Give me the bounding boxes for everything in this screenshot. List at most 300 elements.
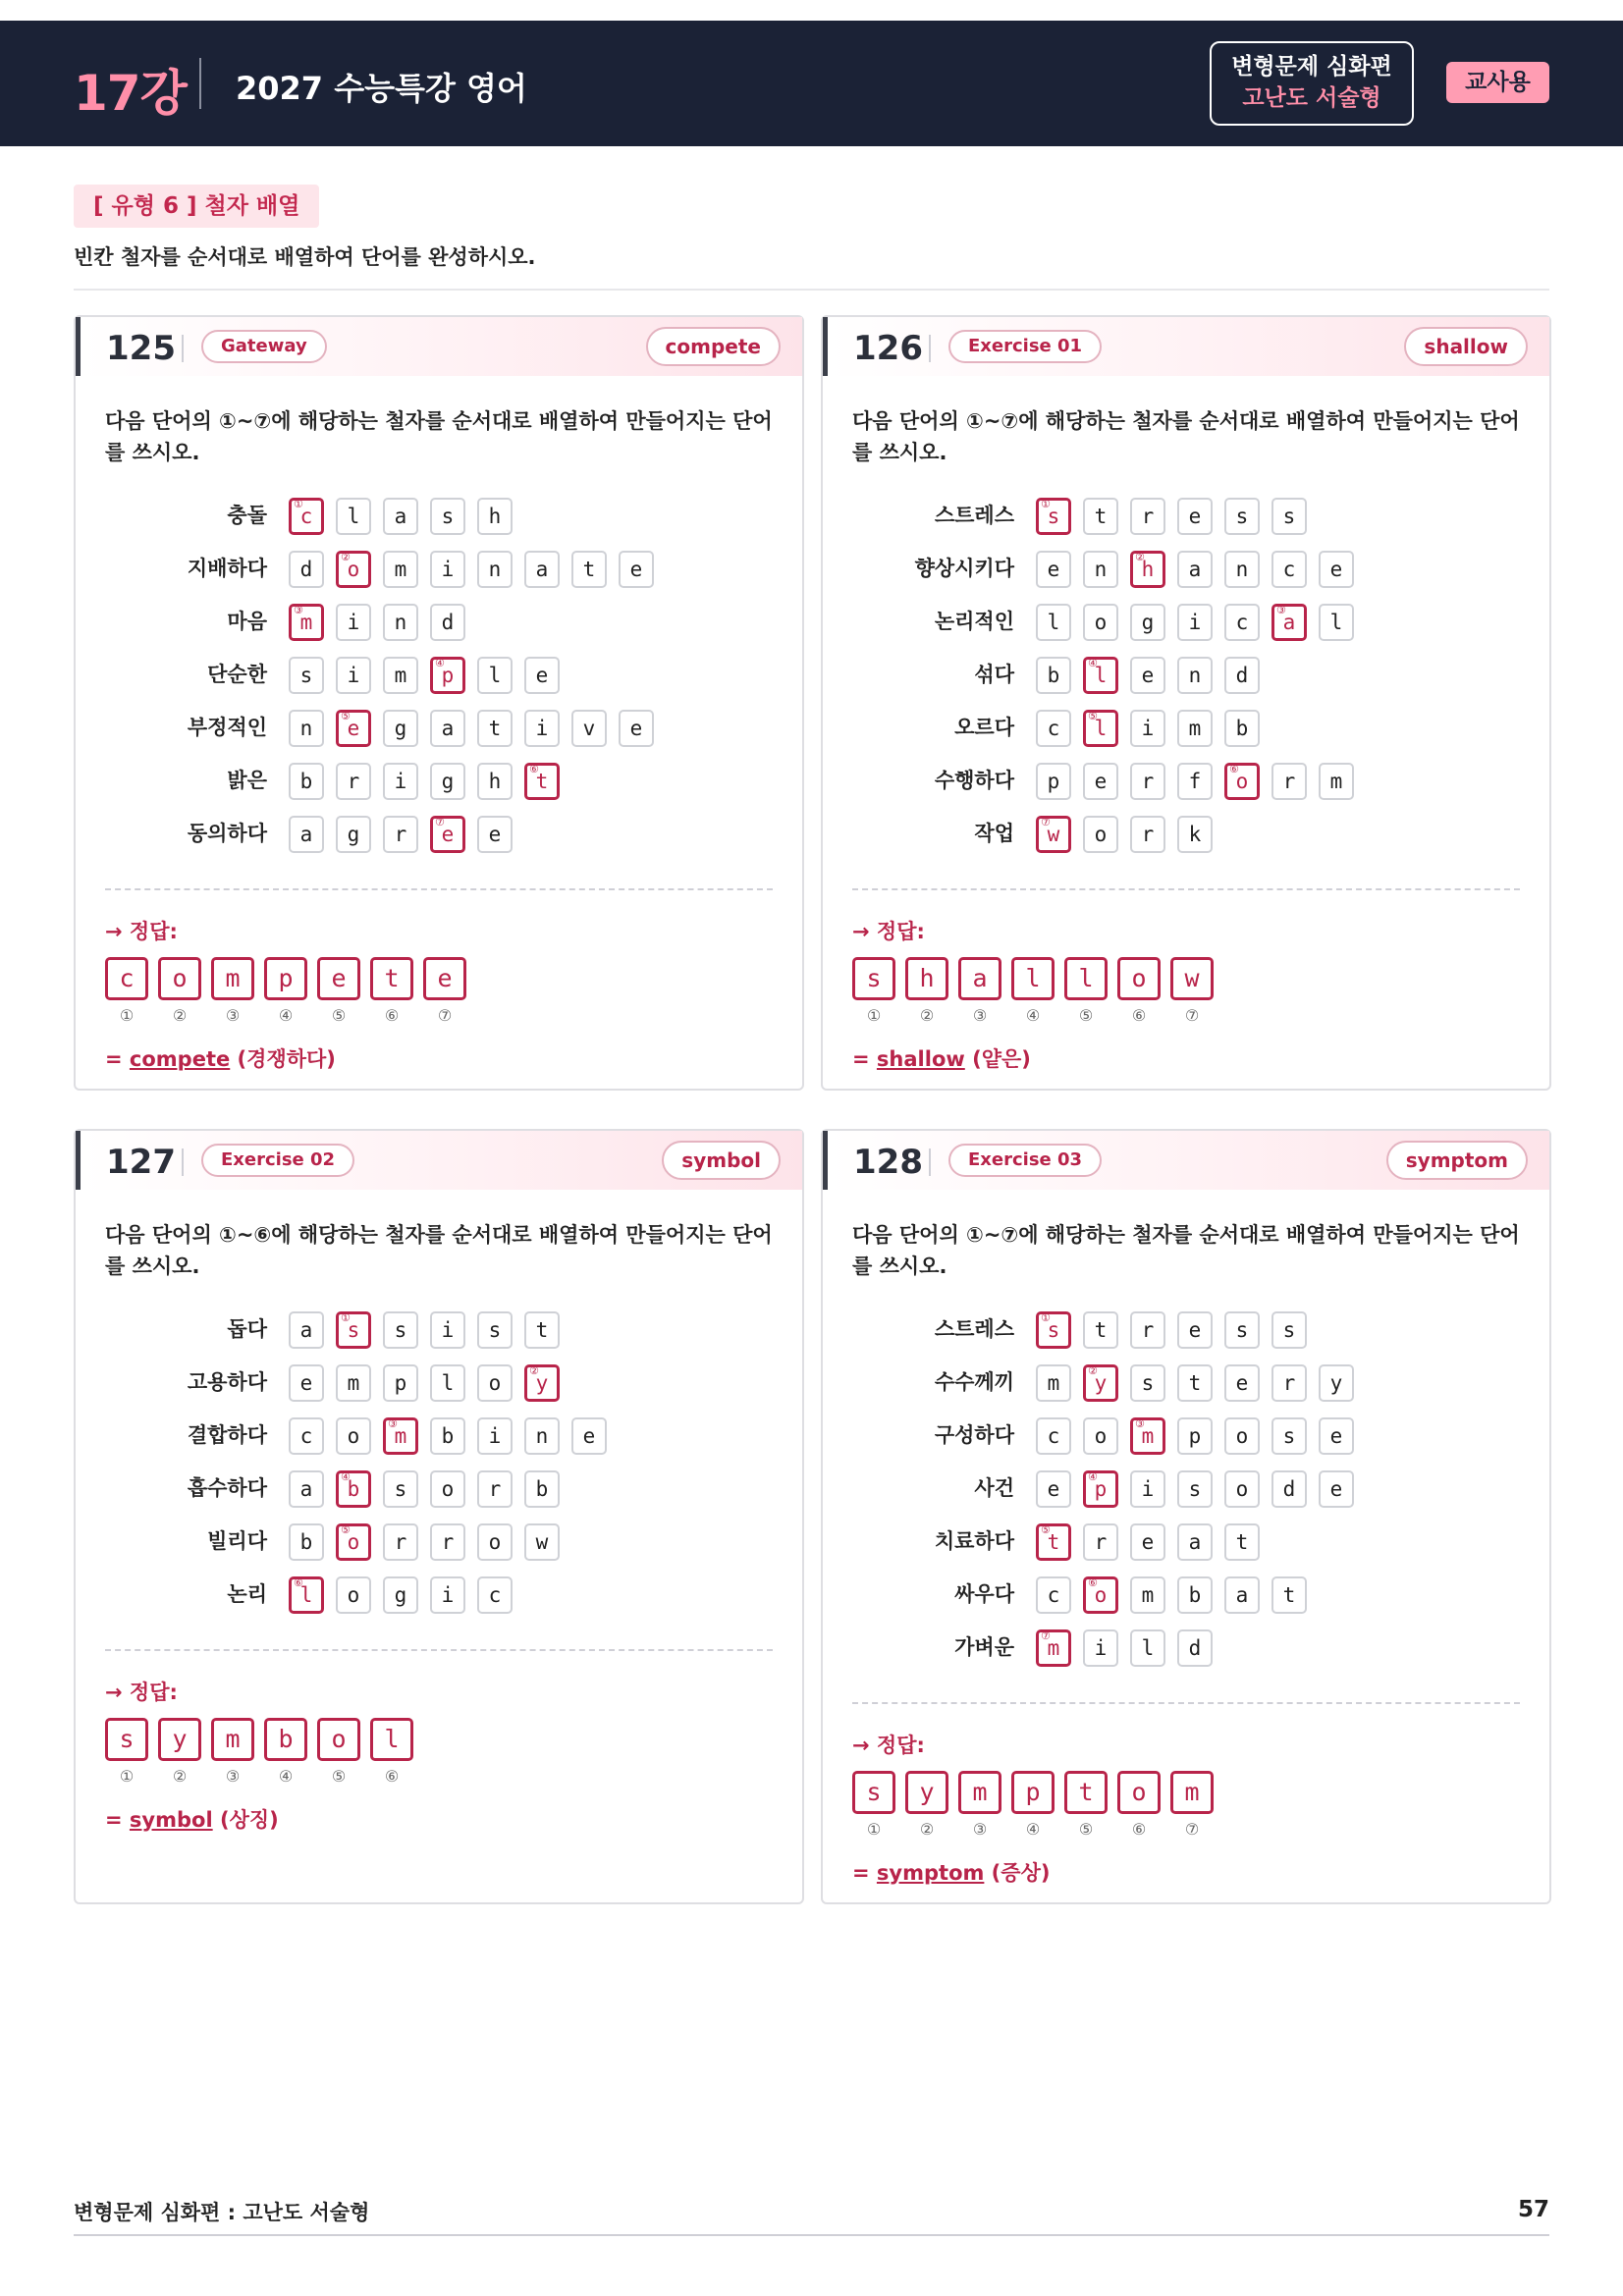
letter-cell: r bbox=[383, 816, 418, 853]
letter-cell: i bbox=[477, 1417, 513, 1455]
letter-row bbox=[823, 1575, 1510, 1614]
highlighted-letter-cell: ① s bbox=[336, 1311, 371, 1349]
letter-cell: i bbox=[1130, 1470, 1165, 1508]
letter-cell: c bbox=[1036, 1417, 1071, 1455]
card-header bbox=[76, 317, 802, 376]
letter-cell: s bbox=[1224, 498, 1260, 535]
letter-cell: i bbox=[430, 551, 465, 588]
answer-index: ⑦ bbox=[437, 1006, 453, 1025]
letter-row bbox=[823, 1309, 1510, 1349]
row-meaning: 싸우다 bbox=[954, 1582, 1014, 1606]
letter-cell: l bbox=[430, 1364, 465, 1402]
answer-index: ⑦ bbox=[1184, 1006, 1200, 1025]
answer-label: → 정답: bbox=[852, 1734, 925, 1757]
letter-cell: o bbox=[1083, 816, 1118, 853]
letter-cell: b bbox=[1224, 710, 1260, 747]
letter-cell: t bbox=[477, 710, 513, 747]
order-marker: ③ bbox=[388, 1417, 398, 1430]
answer-index: ⑥ bbox=[1131, 1820, 1147, 1839]
letter-cell: b bbox=[524, 1470, 560, 1508]
highlighted-letter-cell: ③ m bbox=[1130, 1417, 1165, 1455]
letter-cell: e bbox=[619, 710, 654, 747]
letter-cell: b bbox=[289, 763, 324, 800]
problem-number: 125 bbox=[106, 329, 176, 368]
letter-cell: s bbox=[383, 1470, 418, 1508]
answer-letter-box: s bbox=[852, 1771, 895, 1814]
letter-row bbox=[823, 761, 1510, 800]
row-meaning: 동의하다 bbox=[187, 822, 267, 845]
section-instruction: 빈칸 철자를 순서대로 배열하여 단어를 완성하시오. bbox=[74, 245, 536, 269]
letter-cell: n bbox=[477, 551, 513, 588]
highlighted-letter-cell: ⑥ o bbox=[1083, 1576, 1118, 1614]
letter-cell: s bbox=[1271, 498, 1307, 535]
footer-text: 변형문제 심화편 : 고난도 서술형 bbox=[74, 2201, 370, 2224]
card-header bbox=[823, 1131, 1549, 1190]
letter-cell: e bbox=[1319, 1417, 1354, 1455]
letter-cell: o bbox=[1083, 604, 1118, 641]
letter-row bbox=[76, 1415, 763, 1455]
highlighted-letter-cell: ⑦ w bbox=[1036, 816, 1071, 853]
section-tag: [ 유형 6 ] 철자 배열 bbox=[74, 185, 319, 228]
answer-letter-box: c bbox=[105, 957, 148, 1000]
letter-row bbox=[823, 1362, 1510, 1402]
answer-index: ④ bbox=[1025, 1006, 1041, 1025]
letter-cell: b bbox=[289, 1523, 324, 1561]
order-marker: ⑥ bbox=[294, 1576, 303, 1589]
letter-cell: h bbox=[477, 498, 513, 535]
answer-index: ③ bbox=[225, 1767, 241, 1786]
letter-cell: s bbox=[1271, 1417, 1307, 1455]
answer-letter-box: l bbox=[1011, 957, 1055, 1000]
letter-cell: m bbox=[1130, 1576, 1165, 1614]
highlighted-letter-cell: ④ b bbox=[336, 1470, 371, 1508]
highlighted-letter-cell: ⑤ t bbox=[1036, 1523, 1071, 1561]
letter-row bbox=[76, 1468, 763, 1508]
order-marker: ② bbox=[1088, 1364, 1098, 1377]
answer-index: ⑦ bbox=[1184, 1820, 1200, 1839]
answer-letter-box: o bbox=[1117, 957, 1161, 1000]
series-line2: 고난도 서술형 bbox=[1242, 85, 1381, 111]
letter-cell: e bbox=[1083, 763, 1118, 800]
row-meaning: 향상시키다 bbox=[914, 557, 1014, 580]
answer-index: ③ bbox=[972, 1006, 988, 1025]
answer-letter-box: b bbox=[264, 1718, 307, 1761]
answer-index: ⑥ bbox=[384, 1767, 400, 1786]
letter-cell: b bbox=[1036, 657, 1071, 694]
letter-row bbox=[823, 814, 1510, 853]
letter-cell: t bbox=[1271, 1576, 1307, 1614]
source-pill: Exercise 03 bbox=[948, 1144, 1102, 1177]
target-word-pill: symptom bbox=[1386, 1141, 1528, 1180]
letter-cell: r bbox=[336, 763, 371, 800]
highlighted-letter-cell: ② o bbox=[336, 551, 371, 588]
letter-cell: e bbox=[571, 1417, 607, 1455]
letter-cell: g bbox=[383, 710, 418, 747]
letter-cell: n bbox=[524, 1417, 560, 1455]
number-separator bbox=[929, 1148, 931, 1176]
order-marker: ⑦ bbox=[435, 816, 445, 828]
highlighted-letter-cell: ⑤ e bbox=[336, 710, 371, 747]
letter-cell: r bbox=[1083, 1523, 1118, 1561]
answer-index: ⑥ bbox=[1131, 1006, 1147, 1025]
letter-row bbox=[823, 602, 1510, 641]
answer-letter-box: m bbox=[958, 1771, 1001, 1814]
letter-cell: r bbox=[1271, 1364, 1307, 1402]
row-meaning: 빌리다 bbox=[207, 1529, 267, 1553]
number-separator bbox=[182, 1148, 184, 1176]
highlighted-letter-cell: ① s bbox=[1036, 1311, 1071, 1349]
highlighted-letter-cell: ⑥ o bbox=[1224, 763, 1260, 800]
letter-row bbox=[823, 1468, 1510, 1508]
letter-cell: p bbox=[1177, 1417, 1213, 1455]
letter-cell: h bbox=[477, 763, 513, 800]
letter-cell: i bbox=[1083, 1629, 1118, 1667]
row-meaning: 섞다 bbox=[974, 663, 1014, 686]
letter-cell: l bbox=[336, 498, 371, 535]
highlighted-letter-cell: ③ m bbox=[383, 1417, 418, 1455]
letter-cell: t bbox=[571, 551, 607, 588]
question-text: 다음 단어의 ①~⑦에 해당하는 철자를 순서대로 배열하여 만들어지는 단어를 쓰시오. bbox=[105, 409, 773, 464]
problem-card-125 bbox=[74, 315, 804, 1091]
letter-cell: r bbox=[430, 1523, 465, 1561]
answer-meaning: = shallow (얕은) bbox=[852, 1047, 1031, 1071]
highlighted-letter-cell: ⑦ e bbox=[430, 816, 465, 853]
answer-index: ① bbox=[866, 1820, 882, 1839]
letter-cell: a bbox=[430, 710, 465, 747]
answer-letter-box: o bbox=[1117, 1771, 1161, 1814]
order-marker: ④ bbox=[1088, 1470, 1098, 1483]
answer-letter-box: p bbox=[1011, 1771, 1055, 1814]
letter-cell: f bbox=[1177, 763, 1213, 800]
order-marker: ① bbox=[1041, 1311, 1051, 1324]
order-marker: ① bbox=[341, 1311, 351, 1324]
letter-cell: s bbox=[1130, 1364, 1165, 1402]
answer-index: ① bbox=[119, 1767, 135, 1786]
row-meaning: 가벼운 bbox=[954, 1635, 1014, 1659]
row-meaning: 흡수하다 bbox=[187, 1476, 267, 1500]
answer-index: ③ bbox=[972, 1820, 988, 1839]
answer-letter-box: a bbox=[958, 957, 1001, 1000]
card-header bbox=[823, 317, 1549, 376]
problem-card-127 bbox=[74, 1129, 804, 1904]
answer-meaning: = compete (경쟁하다) bbox=[105, 1047, 336, 1071]
row-meaning: 고용하다 bbox=[187, 1370, 267, 1394]
order-marker: ③ bbox=[1276, 604, 1286, 616]
answer-divider bbox=[852, 1702, 1520, 1704]
order-marker: ④ bbox=[341, 1470, 351, 1483]
letter-cell: p bbox=[383, 1364, 418, 1402]
highlighted-letter-cell: ⑦ m bbox=[1036, 1629, 1071, 1667]
letter-cell: a bbox=[1177, 1523, 1213, 1561]
answer-label: → 정답: bbox=[852, 920, 925, 943]
letter-cell: e bbox=[524, 657, 560, 694]
letter-cell: d bbox=[1271, 1470, 1307, 1508]
page-number: 57 bbox=[1517, 2197, 1549, 2222]
letter-cell: i bbox=[430, 1311, 465, 1349]
order-marker: ⑤ bbox=[341, 1523, 351, 1536]
letter-row bbox=[823, 708, 1510, 747]
highlighted-letter-cell: ② y bbox=[1083, 1364, 1118, 1402]
answer-label: → 정답: bbox=[105, 920, 178, 943]
letter-cell: r bbox=[1130, 763, 1165, 800]
letter-cell: t bbox=[1224, 1523, 1260, 1561]
letter-cell: l bbox=[1036, 604, 1071, 641]
answer-letter-box: y bbox=[905, 1771, 948, 1814]
row-meaning: 단순한 bbox=[207, 663, 267, 686]
row-meaning: 구성하다 bbox=[934, 1423, 1014, 1447]
answer-letter-box: o bbox=[317, 1718, 360, 1761]
letter-row bbox=[823, 1522, 1510, 1561]
highlighted-letter-cell: ③ a bbox=[1271, 604, 1307, 641]
letter-row bbox=[76, 602, 763, 641]
target-word-pill: symbol bbox=[662, 1141, 781, 1180]
answer-index: ① bbox=[119, 1006, 135, 1025]
letter-cell: v bbox=[571, 710, 607, 747]
answer-letter-box: e bbox=[423, 957, 466, 1000]
letter-cell: a bbox=[289, 816, 324, 853]
answer-word: symbol bbox=[129, 1808, 213, 1832]
letter-cell: s bbox=[1224, 1311, 1260, 1349]
order-marker: ⑥ bbox=[1088, 1576, 1098, 1589]
letter-cell: g bbox=[383, 1576, 418, 1614]
answer-letter-box: s bbox=[105, 1718, 148, 1761]
letter-cell: m bbox=[383, 657, 418, 694]
page-header bbox=[0, 21, 1623, 146]
letter-cell: s bbox=[383, 1311, 418, 1349]
teacher-badge: 교사용 bbox=[1446, 62, 1549, 103]
letter-cell: i bbox=[1130, 710, 1165, 747]
letter-cell: m bbox=[383, 551, 418, 588]
letter-cell: m bbox=[1036, 1364, 1071, 1402]
letter-cell: t bbox=[1083, 1311, 1118, 1349]
answer-divider bbox=[105, 888, 773, 890]
letter-cell: r bbox=[1271, 763, 1307, 800]
letter-cell: e bbox=[477, 816, 513, 853]
series-box bbox=[1210, 41, 1414, 126]
answer-letter-box: l bbox=[370, 1718, 413, 1761]
highlighted-letter-cell: ④ l bbox=[1083, 657, 1118, 694]
letter-row bbox=[76, 655, 763, 694]
row-meaning: 스트레스 bbox=[934, 1317, 1014, 1341]
order-marker: ② bbox=[341, 551, 351, 563]
letter-cell: b bbox=[430, 1417, 465, 1455]
row-meaning: 치료하다 bbox=[934, 1529, 1014, 1553]
answer-letter-box: p bbox=[264, 957, 307, 1000]
letter-row bbox=[823, 655, 1510, 694]
order-marker: ⑤ bbox=[1088, 710, 1098, 722]
answer-letter-box: l bbox=[1064, 957, 1108, 1000]
problem-card-126 bbox=[821, 315, 1551, 1091]
letter-cell: s bbox=[289, 657, 324, 694]
letter-cell: p bbox=[1036, 763, 1071, 800]
answer-letter-box: t bbox=[370, 957, 413, 1000]
letter-cell: c bbox=[1036, 1576, 1071, 1614]
letter-cell: n bbox=[383, 604, 418, 641]
order-marker: ⑦ bbox=[1041, 1629, 1051, 1642]
order-marker: ① bbox=[1041, 498, 1051, 510]
answer-index: ⑥ bbox=[384, 1006, 400, 1025]
answer-index: ② bbox=[919, 1820, 935, 1839]
letter-row bbox=[823, 1415, 1510, 1455]
row-meaning: 결합하다 bbox=[187, 1423, 267, 1447]
order-marker: ⑤ bbox=[341, 710, 351, 722]
answer-index: ① bbox=[866, 1006, 882, 1025]
letter-cell: d bbox=[430, 604, 465, 641]
order-marker: ④ bbox=[435, 657, 445, 669]
letter-cell: t bbox=[1177, 1364, 1213, 1402]
letter-cell: w bbox=[524, 1523, 560, 1561]
header-divider bbox=[199, 58, 201, 109]
answer-index: ⑤ bbox=[1078, 1820, 1094, 1839]
answer-index: ⑤ bbox=[1078, 1006, 1094, 1025]
letter-cell: e bbox=[289, 1364, 324, 1402]
answer-index: ③ bbox=[225, 1006, 241, 1025]
answer-letter-box: e bbox=[317, 957, 360, 1000]
question-text: 다음 단어의 ①~⑥에 해당하는 철자를 순서대로 배열하여 만들어지는 단어를 쓰시오. bbox=[105, 1223, 773, 1278]
order-marker: ① bbox=[294, 498, 303, 510]
highlighted-letter-cell: ⑥ l bbox=[289, 1576, 324, 1614]
letter-cell: e bbox=[1036, 1470, 1071, 1508]
source-pill: Exercise 01 bbox=[948, 330, 1102, 363]
answer-letter-box: h bbox=[905, 957, 948, 1000]
letter-cell: r bbox=[1130, 498, 1165, 535]
letter-cell: c bbox=[289, 1417, 324, 1455]
answer-letter-box: w bbox=[1170, 957, 1214, 1000]
answer-word: symptom bbox=[876, 1861, 985, 1885]
letter-cell: e bbox=[1177, 498, 1213, 535]
row-meaning: 논리 bbox=[227, 1582, 267, 1606]
letter-cell: a bbox=[524, 551, 560, 588]
order-marker: ② bbox=[1135, 551, 1145, 563]
letter-cell: i bbox=[1177, 604, 1213, 641]
row-meaning: 수행하다 bbox=[934, 769, 1014, 792]
letter-row bbox=[76, 1309, 763, 1349]
letter-cell: c bbox=[1271, 551, 1307, 588]
row-meaning: 논리적인 bbox=[934, 610, 1014, 633]
number-separator bbox=[182, 335, 184, 362]
problem-number: 126 bbox=[853, 329, 923, 368]
order-marker: ⑦ bbox=[1041, 816, 1051, 828]
letter-cell: a bbox=[383, 498, 418, 535]
answer-divider bbox=[105, 1649, 773, 1651]
letter-row bbox=[76, 1575, 763, 1614]
answer-letter-box: y bbox=[158, 1718, 201, 1761]
letter-row bbox=[76, 761, 763, 800]
answer-index: ② bbox=[919, 1006, 935, 1025]
letter-cell: c bbox=[477, 1576, 513, 1614]
answer-index: ② bbox=[172, 1767, 188, 1786]
letter-cell: e bbox=[1224, 1364, 1260, 1402]
letter-cell: o bbox=[336, 1417, 371, 1455]
row-meaning: 지배하다 bbox=[187, 557, 267, 580]
letter-cell: y bbox=[1319, 1364, 1354, 1402]
letter-cell: m bbox=[1319, 763, 1354, 800]
question-text: 다음 단어의 ①~⑦에 해당하는 철자를 순서대로 배열하여 만들어지는 단어를 쓰시오. bbox=[852, 1223, 1520, 1278]
problem-card-128 bbox=[821, 1129, 1551, 1904]
letter-row bbox=[76, 496, 763, 535]
source-pill: Exercise 02 bbox=[201, 1144, 354, 1177]
answer-letter-box: s bbox=[852, 957, 895, 1000]
letter-cell: k bbox=[1177, 816, 1213, 853]
letter-cell: o bbox=[430, 1470, 465, 1508]
letter-cell: o bbox=[1224, 1417, 1260, 1455]
source-pill: Gateway bbox=[201, 330, 327, 363]
order-marker: ③ bbox=[1135, 1417, 1145, 1430]
letter-row bbox=[823, 496, 1510, 535]
letter-cell: n bbox=[1177, 657, 1213, 694]
letter-cell: i bbox=[336, 657, 371, 694]
order-marker: ⑥ bbox=[1229, 763, 1239, 775]
highlighted-letter-cell: ④ p bbox=[1083, 1470, 1118, 1508]
letter-cell: n bbox=[289, 710, 324, 747]
letter-cell: a bbox=[1224, 1576, 1260, 1614]
letter-cell: d bbox=[1224, 657, 1260, 694]
answer-letter-box: m bbox=[211, 1718, 254, 1761]
letter-cell: s bbox=[1177, 1470, 1213, 1508]
letter-cell: i bbox=[524, 710, 560, 747]
letter-cell: l bbox=[477, 657, 513, 694]
order-marker: ② bbox=[529, 1364, 539, 1377]
answer-meaning: = symbol (상징) bbox=[105, 1808, 279, 1832]
letter-cell: a bbox=[289, 1311, 324, 1349]
answer-word: shallow bbox=[876, 1047, 965, 1071]
highlighted-letter-cell: ⑤ o bbox=[336, 1523, 371, 1561]
problem-number: 127 bbox=[106, 1143, 176, 1182]
letter-cell: i bbox=[336, 604, 371, 641]
letter-cell: m bbox=[336, 1364, 371, 1402]
highlighted-letter-cell: ② h bbox=[1130, 551, 1165, 588]
letter-cell: r bbox=[383, 1523, 418, 1561]
letter-cell: e bbox=[1319, 551, 1354, 588]
letter-cell: o bbox=[477, 1523, 513, 1561]
letter-cell: r bbox=[1130, 816, 1165, 853]
letter-row bbox=[823, 1628, 1510, 1667]
highlighted-letter-cell: ⑥ t bbox=[524, 763, 560, 800]
row-meaning: 마음 bbox=[227, 610, 267, 633]
target-word-pill: compete bbox=[646, 327, 781, 366]
row-meaning: 사건 bbox=[974, 1476, 1014, 1500]
highlighted-letter-cell: ① c bbox=[289, 498, 324, 535]
highlighted-letter-cell: ③ m bbox=[289, 604, 324, 641]
row-meaning: 오르다 bbox=[954, 716, 1014, 739]
number-separator bbox=[929, 335, 931, 362]
row-meaning: 부정적인 bbox=[187, 716, 267, 739]
letter-cell: e bbox=[1177, 1311, 1213, 1349]
book-title: 2027 수능특강 영어 bbox=[236, 70, 527, 107]
letter-cell: d bbox=[289, 551, 324, 588]
target-word-pill: shallow bbox=[1404, 327, 1528, 366]
answer-word: compete bbox=[129, 1047, 231, 1071]
answer-letter-box: o bbox=[158, 957, 201, 1000]
letter-cell: e bbox=[1036, 551, 1071, 588]
letter-cell: o bbox=[477, 1364, 513, 1402]
letter-cell: l bbox=[1130, 1629, 1165, 1667]
letter-cell: e bbox=[1130, 1523, 1165, 1561]
answer-meaning: = symptom (증상) bbox=[852, 1861, 1051, 1885]
order-marker: ④ bbox=[1088, 657, 1098, 669]
card-header bbox=[76, 1131, 802, 1190]
letter-cell: d bbox=[1177, 1629, 1213, 1667]
letter-cell: c bbox=[1224, 604, 1260, 641]
problem-number: 128 bbox=[853, 1143, 923, 1182]
letter-cell: n bbox=[1224, 551, 1260, 588]
letter-cell: g bbox=[430, 763, 465, 800]
letter-cell: n bbox=[1083, 551, 1118, 588]
letter-cell: e bbox=[619, 551, 654, 588]
answer-index: ⑤ bbox=[331, 1767, 347, 1786]
letter-row bbox=[823, 549, 1510, 588]
answer-letter-box: m bbox=[1170, 1771, 1214, 1814]
